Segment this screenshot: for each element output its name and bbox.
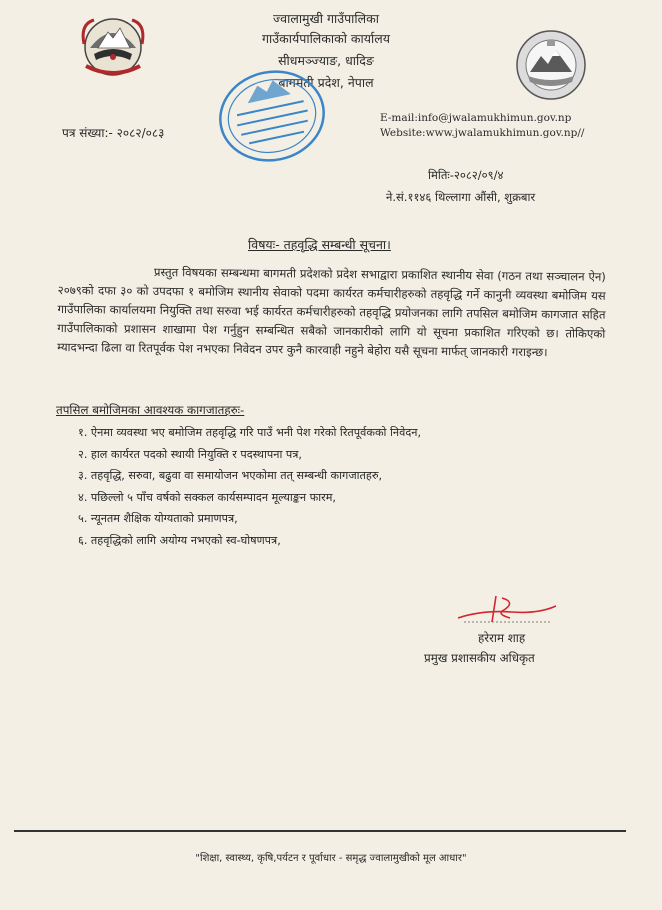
list-item: २. हाल कार्यरत पदको स्थायी नियुक्ति र पदस्थापना पत्र, [78, 447, 302, 461]
notice-body-text: प्रस्तुत विषयका सम्बन्धमा बागमती प्रदेशको प्रदेश सभाद्वारा प्रकाशित स्थानीय सेवा (गठन तथा सञ्चालन ऐन) २०७९को दफा ३० को उपदफा १ बमोजिम स्थानीय सेवाको पदमा कार्यरत कर्मचारीहरुको तहवृद्धि गर्ने कानुनी व्यवस्था बमोजिम यस गाउँपालिका कार्यालयमा नियुक्ति तथा सरुवा भई कार्यरत कर्मचारीहरुको तहवृद्धि प्रयोजनका लागि तपसिल बमोजिम कागजात सहित गाउँपालिकाको प्रशासन शाखामा पेश गर्नुहुन सम्बन्धित सबैको जानकारीको लागि यो सूचना प्रकाशित गरिएको छ। तोकिएको म्यादभन्दा ढिला वा रितपूर्वक पेश नभएका निवेदन उपर कुनै कारवाही नहुने बेहोरा यसै सूचना मार्फत् जानकारी गराइन्छ। [57, 265, 606, 359]
notice-body [57, 262, 606, 362]
footer-divider [14, 830, 626, 832]
footer-motto: "शिक्षा, स्वास्थ्य, कृषि,पर्यटन र पूर्वाधार - समृद्ध ज्वालामुखीको मूल आधार" [195, 853, 467, 864]
documents-heading: तपसिल बमोजिमका आवश्यक कागजातहरुः- [56, 403, 245, 417]
municipality-logo-icon [514, 28, 588, 102]
contact-email: E-mail:info@jwalamukhimun.gov.np [380, 112, 572, 124]
list-item: ५. न्यूनतम शैक्षिक योग्यताको प्रमाणपत्र, [78, 512, 238, 526]
contact-website: Website:www.jwalamukhimun.gov.np// [380, 127, 585, 139]
org-name: ज्वालामुखी गाउँपालिका [273, 11, 379, 26]
reference-number: पत्र संख्या:- २०८२/०८३ [62, 126, 165, 140]
org-address: सीधमञ्ज्याङ, धादिङ [278, 53, 374, 68]
office-stamp-icon [214, 64, 330, 168]
signatory-title: प्रमुख प्रशासकीय अधिकृत [424, 651, 535, 665]
handwritten-signature-icon [452, 592, 562, 628]
documents-list [78, 422, 421, 552]
subject-line: विषयः- तहवृद्धि सम्बन्धी सूचना। [248, 237, 391, 252]
list-item: ३. तहवृद्धि, सरुवा, बढुवा वा समायोजन भएकोमा तत् सम्बन्धी कागजातहरु, [78, 469, 383, 483]
nepal-sambat-date: ने.सं.११४६ थिल्लागा औंसी, शुक्रबार [386, 190, 536, 204]
list-item: १. ऐनमा व्यवस्था भए बमोजिम तहवृद्धि गरि पाउँ भनी पेश गरेको रितपूर्वकको निवेदन, [78, 426, 422, 439]
list-item: ६. तहवृद्धिको लागि अयोग्य नभएको स्व-घोषणपत्र, [78, 533, 281, 547]
letter-date: मितिः-२०८२/०९/४ [428, 168, 504, 182]
list-item: ४. पछिल्लो ५ पाँच वर्षको सक्कल कार्यसम्पादन मूल्याङ्कन फारम, [78, 490, 336, 504]
org-office: गाउँकार्यपालिकाको कार्यालय [262, 31, 390, 46]
signatory-name: हरेराम शाह [478, 631, 526, 645]
nepal-emblem-icon [80, 14, 146, 80]
org-province: बागमती प्रदेश, नेपाल [278, 75, 374, 90]
